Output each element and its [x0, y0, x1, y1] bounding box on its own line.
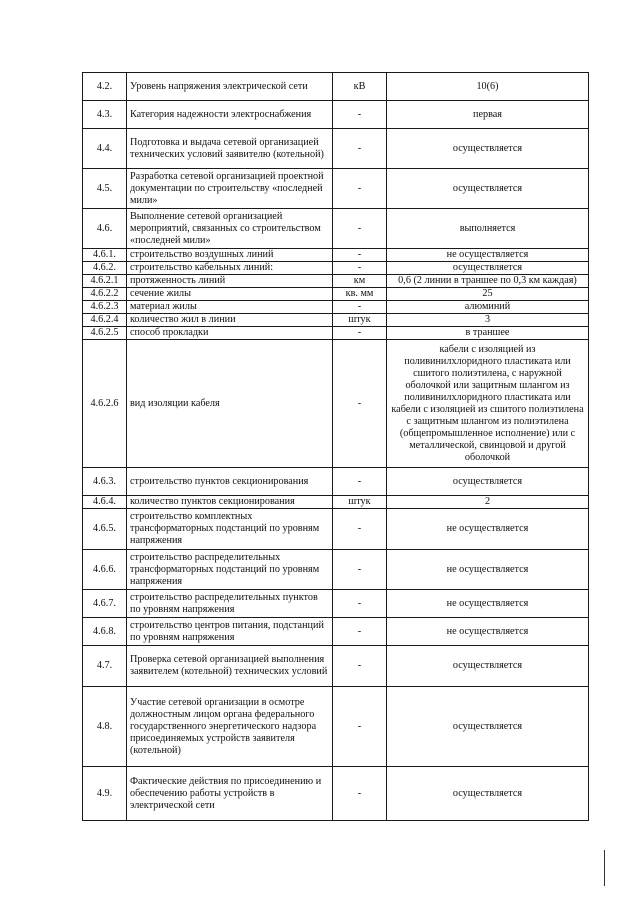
row-name: протяженность линий [127, 275, 333, 288]
row-value: не осуществляется [387, 590, 589, 618]
row-value: 0,6 (2 линии в траншее по 0,3 км каждая) [387, 275, 589, 288]
row-unit: кв. мм [333, 288, 387, 301]
row-unit: штук [333, 496, 387, 509]
table-row [83, 209, 589, 249]
row-value: осуществляется [387, 687, 589, 767]
row-name: Выполнение сетевой организацией мероприятий, связанных со строительством «последней мили» [127, 209, 333, 249]
row-unit: км [333, 275, 387, 288]
table-row [83, 340, 589, 468]
specification-table [82, 72, 589, 821]
row-name: Проверка сетевой организацией выполнения заявителем (котельной) технических условий [127, 646, 333, 687]
table-row [83, 262, 589, 275]
row-unit: штук [333, 314, 387, 327]
table-row [83, 468, 589, 496]
row-name: строительство пунктов секционирования [127, 468, 333, 496]
row-number: 4.6.2.5 [83, 327, 127, 340]
row-name: Подготовка и выдача сетевой организацией технических условий заявителю (котельной) [127, 129, 333, 169]
row-value: 3 [387, 314, 589, 327]
row-number: 4.6. [83, 209, 127, 249]
row-unit: - [333, 646, 387, 687]
row-number: 4.6.7. [83, 590, 127, 618]
table-row [83, 101, 589, 129]
table-row [83, 590, 589, 618]
table-row [83, 618, 589, 646]
table-row [83, 288, 589, 301]
row-unit: - [333, 590, 387, 618]
row-name: Разработка сетевой организацией проектной документации по строительству «последней мили» [127, 169, 333, 209]
row-number: 4.5. [83, 169, 127, 209]
row-name: Участие сетевой организации в осмотре должностным лицом органа федерального государственного энергетического надзора присоединяемых устройств заявителя (котельной) [127, 687, 333, 767]
row-value: первая [387, 101, 589, 129]
row-number: 4.9. [83, 767, 127, 821]
row-name: Уровень напряжения электрической сети [127, 73, 333, 101]
row-number: 4.6.2.3 [83, 301, 127, 314]
table-row [83, 509, 589, 550]
table-row [83, 249, 589, 262]
row-value: не осуществляется [387, 249, 589, 262]
row-value: осуществляется [387, 129, 589, 169]
row-number: 4.6.4. [83, 496, 127, 509]
row-unit: - [333, 687, 387, 767]
row-name: строительство центров питания, подстанций по уровням напряжения [127, 618, 333, 646]
row-name: Фактические действия по присоединению и обеспечению работы устройств в электрической сети [127, 767, 333, 821]
row-number: 4.2. [83, 73, 127, 101]
row-number: 4.6.1. [83, 249, 127, 262]
table-row [83, 767, 589, 821]
row-unit: - [333, 550, 387, 590]
row-name: строительство воздушных линий [127, 249, 333, 262]
row-unit: - [333, 301, 387, 314]
row-value: не осуществляется [387, 618, 589, 646]
row-value: осуществляется [387, 169, 589, 209]
row-unit: кВ [333, 73, 387, 101]
table-row [83, 301, 589, 314]
row-unit: - [333, 169, 387, 209]
row-unit: - [333, 618, 387, 646]
row-name: строительство кабельных линий: [127, 262, 333, 275]
row-number: 4.8. [83, 687, 127, 767]
row-unit: - [333, 509, 387, 550]
row-name: вид изоляции кабеля [127, 340, 333, 468]
row-name: сечение жилы [127, 288, 333, 301]
row-number: 4.6.5. [83, 509, 127, 550]
row-value: не осуществляется [387, 550, 589, 590]
row-name: количество пунктов секционирования [127, 496, 333, 509]
row-value: осуществляется [387, 646, 589, 687]
row-name: строительство комплектных трансформаторных подстанций по уровням напряжения [127, 509, 333, 550]
row-number: 4.6.3. [83, 468, 127, 496]
row-value: 10(6) [387, 73, 589, 101]
row-number: 4.6.2.6 [83, 340, 127, 468]
row-unit: - [333, 101, 387, 129]
table-row [83, 314, 589, 327]
row-number: 4.6.2. [83, 262, 127, 275]
row-number: 4.6.2.2 [83, 288, 127, 301]
row-value: осуществляется [387, 262, 589, 275]
row-unit: - [333, 129, 387, 169]
table-row [83, 550, 589, 590]
margin-mark [604, 850, 605, 886]
table-row [83, 327, 589, 340]
table-row [83, 129, 589, 169]
row-value: не осуществляется [387, 509, 589, 550]
row-value: в траншее [387, 327, 589, 340]
row-value: кабели с изоляцией из поливинилхлоридного пластиката или сшитого полиэтилена, с наружной оболочкой или защитным шлангом из поливинилхлоридного пластиката или кабели с изоляцией из сшитого полиэтилена с защитным шлангом из полиэтилена (общепромышленное исполнение) или с металлической, свинцовой и другой оболочкой [387, 340, 589, 468]
row-value: осуществляется [387, 767, 589, 821]
row-name: строительство распределительных пунктов по уровням напряжения [127, 590, 333, 618]
table-row [83, 169, 589, 209]
table-row [83, 275, 589, 288]
row-unit: - [333, 340, 387, 468]
row-value: осуществляется [387, 468, 589, 496]
row-name: материал жилы [127, 301, 333, 314]
row-unit: - [333, 327, 387, 340]
table-row [83, 687, 589, 767]
row-number: 4.7. [83, 646, 127, 687]
row-number: 4.4. [83, 129, 127, 169]
row-name: Категория надежности электроснабжения [127, 101, 333, 129]
row-value: 25 [387, 288, 589, 301]
row-value: алюминий [387, 301, 589, 314]
row-name: количество жил в линии [127, 314, 333, 327]
row-number: 4.3. [83, 101, 127, 129]
row-value: 2 [387, 496, 589, 509]
table-row [83, 73, 589, 101]
row-number: 4.6.8. [83, 618, 127, 646]
row-name: способ прокладки [127, 327, 333, 340]
row-unit: - [333, 209, 387, 249]
row-name: строительство распределительных трансформаторных подстанций по уровням напряжения [127, 550, 333, 590]
row-unit: - [333, 767, 387, 821]
row-unit: - [333, 262, 387, 275]
table-row [83, 646, 589, 687]
row-number: 4.6.2.1 [83, 275, 127, 288]
row-value: выполняется [387, 209, 589, 249]
row-unit: - [333, 249, 387, 262]
row-unit: - [333, 468, 387, 496]
row-number: 4.6.6. [83, 550, 127, 590]
table-row [83, 496, 589, 509]
row-number: 4.6.2.4 [83, 314, 127, 327]
